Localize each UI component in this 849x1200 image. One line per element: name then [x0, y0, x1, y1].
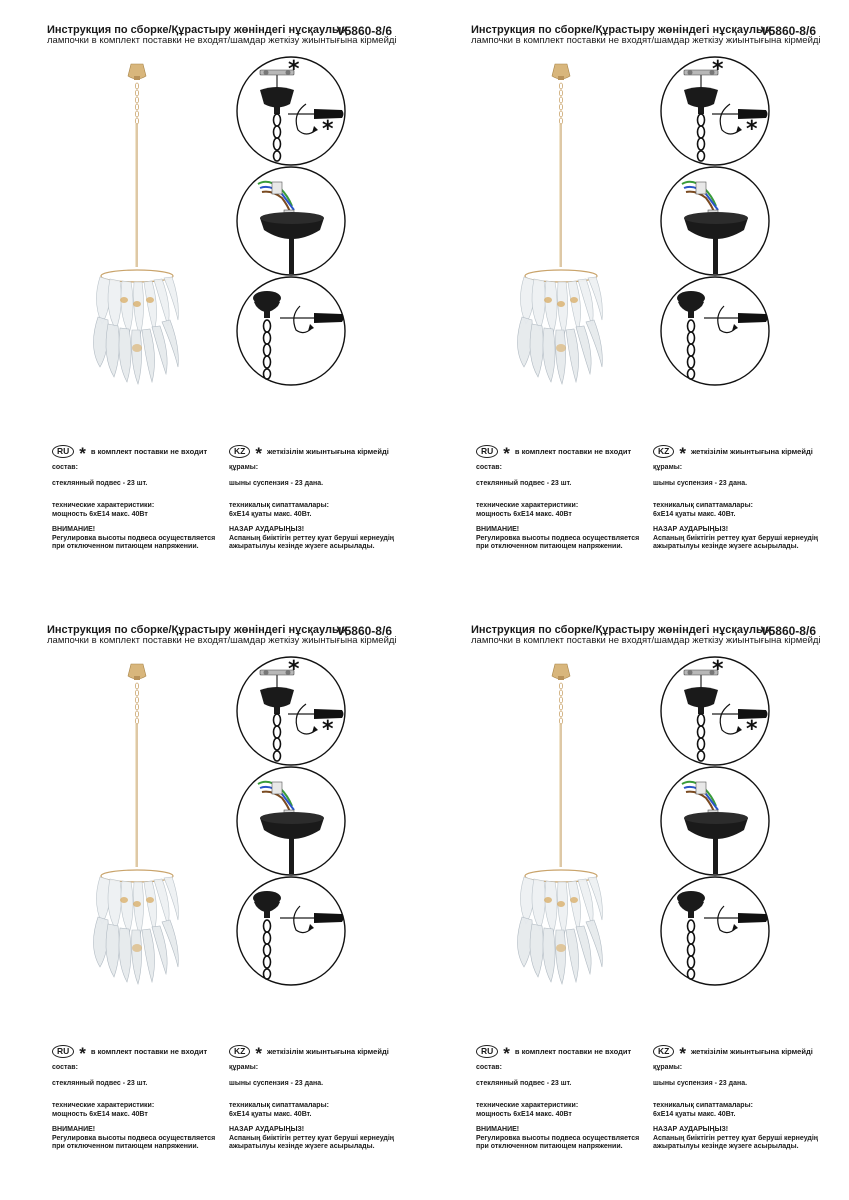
kz-not-included: жеткізілім жиынтығына кірмейді	[266, 1047, 389, 1056]
asterisk-icon: *	[679, 443, 686, 463]
ru-legend	[476, 1043, 632, 1063]
model-number: V5860-8/6	[336, 624, 392, 638]
page-title: Инструкция по сборке/Құрастыру жөніндегі нұсқаулық V5860-8/6	[471, 624, 816, 638]
ru-specs: технические характеристики: мощность 6хЕ14 макс. 40Вт	[476, 502, 579, 518]
page-title: Инструкция по сборке/Құрастыру жөніндегі нұсқаулық V5860-8/6	[47, 24, 392, 38]
page-title: Инструкция по сборке/Құрастыру жөніндегі нұсқаулық V5860-8/6	[471, 24, 816, 38]
page-subtitle: лампочки в комплект поставки не входят/шамдар жеткізу жиынтығына кірмейді	[471, 35, 821, 46]
ru-composition-heading: состав:	[52, 464, 78, 471]
ru-legend	[52, 1043, 208, 1063]
ru-not-included: в комплект поставки не входит	[514, 447, 632, 456]
chandelier-illustration	[506, 662, 616, 1002]
ru-badge: RU	[52, 1045, 74, 1058]
kz-not-included: жеткізілім жиынтығына кірмейді	[690, 447, 813, 456]
page-subtitle: лампочки в комплект поставки не входят/шамдар жеткізу жиынтығына кірмейді	[471, 635, 821, 646]
ru-specs: технические характеристики: мощность 6хЕ14 макс. 40Вт	[52, 1102, 155, 1118]
kz-legend	[653, 443, 813, 463]
kz-specs: техникалық сипаттамалары: 6хЕ14 қуаты макс. 40Вт.	[653, 1102, 753, 1118]
ru-legend	[476, 443, 632, 463]
asterisk-icon: *	[255, 443, 262, 463]
kz-composition-item: шыны суспензия - 23 дана.	[653, 480, 748, 487]
kz-not-included: жеткізілім жиынтығына кірмейді	[266, 447, 389, 456]
instruction-panel	[0, 0, 424, 600]
ru-badge: RU	[52, 445, 74, 458]
kz-composition-item: шыны суспензия - 23 дана.	[653, 1080, 748, 1087]
model-number: V5860-8/6	[760, 24, 816, 38]
chandelier-illustration	[82, 62, 192, 402]
ru-composition-item: стеклянный подвес - 23 шт.	[52, 1080, 148, 1087]
wiring-connection-icon	[660, 766, 770, 876]
ru-composition-item: стеклянный подвес - 23 шт.	[476, 480, 572, 487]
kz-warning: НАЗАР АУДАРЫҢЫЗ! Аспаның биіктігін реттеу қуат беруші кернеудің ажыратылуы кезінде жүзеге асырылады.	[653, 526, 819, 550]
kz-composition-heading: құрамы:	[229, 1064, 259, 1071]
kz-specs: техникалық сипаттамалары: 6хЕ14 қуаты макс. 40Вт.	[229, 1102, 329, 1118]
kz-legend	[653, 1043, 813, 1063]
page-title: Инструкция по сборке/Құрастыру жөніндегі нұсқаулық V5860-8/6	[47, 624, 392, 638]
chain-adjust-icon	[660, 876, 770, 986]
kz-composition-heading: құрамы:	[653, 464, 683, 471]
page-subtitle: лампочки в комплект поставки не входят/шамдар жеткізу жиынтығына кірмейді	[47, 635, 397, 646]
asterisk-icon: *	[79, 443, 86, 463]
ru-composition-item: стеклянный подвес - 23 шт.	[52, 480, 148, 487]
kz-warning: НАЗАР АУДАРЫҢЫЗ! Аспаның биіктігін реттеу қуат беруші кернеудің ажыратылуы кезінде жүзеге асырылады.	[653, 1126, 819, 1150]
unscrew-canopy-icon	[236, 656, 346, 766]
kz-not-included: жеткізілім жиынтығына кірмейді	[690, 1047, 813, 1056]
asterisk-icon: *	[79, 1043, 86, 1063]
instruction-panel	[0, 600, 424, 1200]
kz-specs: техникалық сипаттамалары: 6хЕ14 қуаты макс. 40Вт.	[653, 502, 753, 518]
wiring-connection-icon	[660, 166, 770, 276]
kz-legend	[229, 443, 389, 463]
ru-warning: ВНИМАНИЕ! Регулировка высоты подвеса осуществляется при отключенном питающем напряжении.	[52, 1126, 216, 1150]
chain-adjust-icon	[660, 276, 770, 386]
wiring-connection-icon	[236, 766, 346, 876]
chain-adjust-icon	[236, 276, 346, 386]
ru-badge: RU	[476, 445, 498, 458]
asterisk-icon: *	[255, 1043, 262, 1063]
ru-not-included: в комплект поставки не входит	[90, 447, 208, 456]
model-number: V5860-8/6	[336, 24, 392, 38]
ru-composition-heading: состав:	[476, 1064, 502, 1071]
instruction-panel	[424, 0, 848, 600]
ru-composition-heading: состав:	[52, 1064, 78, 1071]
kz-badge: KZ	[653, 1045, 674, 1058]
ru-warning: ВНИМАНИЕ! Регулировка высоты подвеса осуществляется при отключенном питающем напряжении.	[476, 1126, 640, 1150]
unscrew-canopy-icon	[660, 656, 770, 766]
asterisk-icon: *	[679, 1043, 686, 1063]
ru-badge: RU	[476, 1045, 498, 1058]
ru-specs: технические характеристики: мощность 6хЕ14 макс. 40Вт	[52, 502, 155, 518]
chain-adjust-icon	[236, 876, 346, 986]
kz-warning: НАЗАР АУДАРЫҢЫЗ! Аспаның биіктігін реттеу қуат беруші кернеудің ажыратылуы кезінде жүзеге асырылады.	[229, 1126, 395, 1150]
wiring-connection-icon	[236, 166, 346, 276]
instruction-panel	[424, 600, 848, 1200]
asterisk-icon: *	[503, 1043, 510, 1063]
kz-specs: техникалық сипаттамалары: 6хЕ14 қуаты макс. 40Вт.	[229, 502, 329, 518]
kz-badge: KZ	[229, 1045, 250, 1058]
kz-badge: KZ	[653, 445, 674, 458]
ru-specs: технические характеристики: мощность 6хЕ14 макс. 40Вт	[476, 1102, 579, 1118]
ru-warning: ВНИМАНИЕ! Регулировка высоты подвеса осуществляется при отключенном питающем напряжении.	[52, 526, 216, 550]
kz-composition-heading: құрамы:	[229, 464, 259, 471]
asterisk-icon: *	[503, 443, 510, 463]
kz-composition-heading: құрамы:	[653, 1064, 683, 1071]
unscrew-canopy-icon	[236, 56, 346, 166]
kz-composition-item: шыны суспензия - 23 дана.	[229, 1080, 324, 1087]
chandelier-illustration	[82, 662, 192, 1002]
ru-not-included: в комплект поставки не входит	[514, 1047, 632, 1056]
model-number: V5860-8/6	[760, 624, 816, 638]
kz-warning: НАЗАР АУДАРЫҢЫЗ! Аспаның биіктігін реттеу қуат беруші кернеудің ажыратылуы кезінде жүзеге асырылады.	[229, 526, 395, 550]
unscrew-canopy-icon	[660, 56, 770, 166]
page-subtitle: лампочки в комплект поставки не входят/шамдар жеткізу жиынтығына кірмейді	[47, 35, 397, 46]
ru-legend	[52, 443, 208, 463]
ru-warning: ВНИМАНИЕ! Регулировка высоты подвеса осуществляется при отключенном питающем напряжении.	[476, 526, 640, 550]
kz-legend	[229, 1043, 389, 1063]
kz-composition-item: шыны суспензия - 23 дана.	[229, 480, 324, 487]
ru-composition-item: стеклянный подвес - 23 шт.	[476, 1080, 572, 1087]
kz-badge: KZ	[229, 445, 250, 458]
chandelier-illustration	[506, 62, 616, 402]
ru-not-included: в комплект поставки не входит	[90, 1047, 208, 1056]
ru-composition-heading: состав:	[476, 464, 502, 471]
